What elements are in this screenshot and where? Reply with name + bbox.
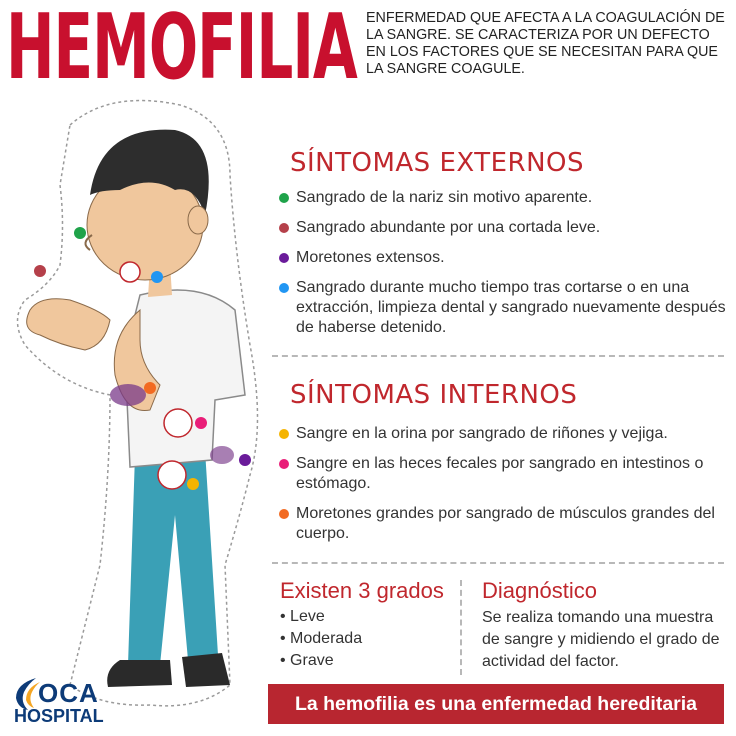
purple-dot-icon — [279, 253, 289, 263]
list-item: Moretones extensos. — [276, 248, 728, 268]
list-item: Sangre en las heces fecales por sangrado en intestinos o estómago. — [276, 454, 728, 494]
external-symptoms-title: SÍNTOMAS EXTERNOS — [290, 148, 585, 178]
divider — [272, 355, 724, 357]
hereditary-banner: La hemofilia es una enfermedad hereditaria — [268, 684, 724, 724]
list-item: Sangrado abundante por una cortada leve. — [276, 218, 728, 238]
blue-dot-icon — [279, 283, 289, 293]
external-symptoms-list — [276, 188, 728, 348]
list-item: • Leve — [280, 608, 325, 625]
boy-illustration — [0, 95, 280, 715]
maroon-dot-icon — [279, 223, 289, 233]
oca-hospital-logo — [8, 676, 128, 732]
logo-bottom-text: HOSPITAL — [14, 706, 104, 726]
intro-text: ENFERMEDAD QUE AFECTA A LA COAGULACIÓN DE LA SANGRE. SE CARACTERIZA POR UN DEFECTO EN LOS FACTORES QUE SE NECESITAN PARA QUE LA SANGRE COAGULE. — [366, 10, 725, 77]
logo-top-text: OCA — [38, 678, 99, 708]
diagnosis-title: Diagnóstico — [482, 578, 597, 603]
internal-symptoms-list — [276, 424, 728, 554]
divider — [272, 562, 724, 564]
list-item: Moretones grandes por sangrado de músculos grandes del cuerpo. — [276, 504, 728, 544]
grades-list — [280, 606, 362, 672]
yellow-dot-icon — [279, 429, 289, 439]
list-item: • Grave — [280, 652, 334, 669]
vertical-divider — [460, 580, 462, 675]
orange-dot-icon — [279, 509, 289, 519]
grades-title: Existen 3 grados — [280, 578, 444, 603]
pink-dot-icon — [279, 459, 289, 469]
list-item: Sangrado de la nariz sin motivo aparente. — [276, 188, 728, 208]
list-item: • Moderada — [280, 630, 363, 647]
green-dot-icon — [279, 193, 289, 203]
list-item: Sangre en la orina por sangrado de riñones y vejiga. — [276, 424, 728, 444]
list-item: Sangrado durante mucho tiempo tras cortarse o en una extracción, limpieza dental y sangrado nuevamente después de haberse detenido. — [276, 278, 728, 338]
page-title: HEMOFILIA — [6, 0, 357, 100]
diagnosis-text: Se realiza tomando una muestra de sangre y midiendo el grado de actividad del factor. — [482, 609, 720, 670]
internal-symptoms-title: SÍNTOMAS INTERNOS — [290, 380, 578, 410]
